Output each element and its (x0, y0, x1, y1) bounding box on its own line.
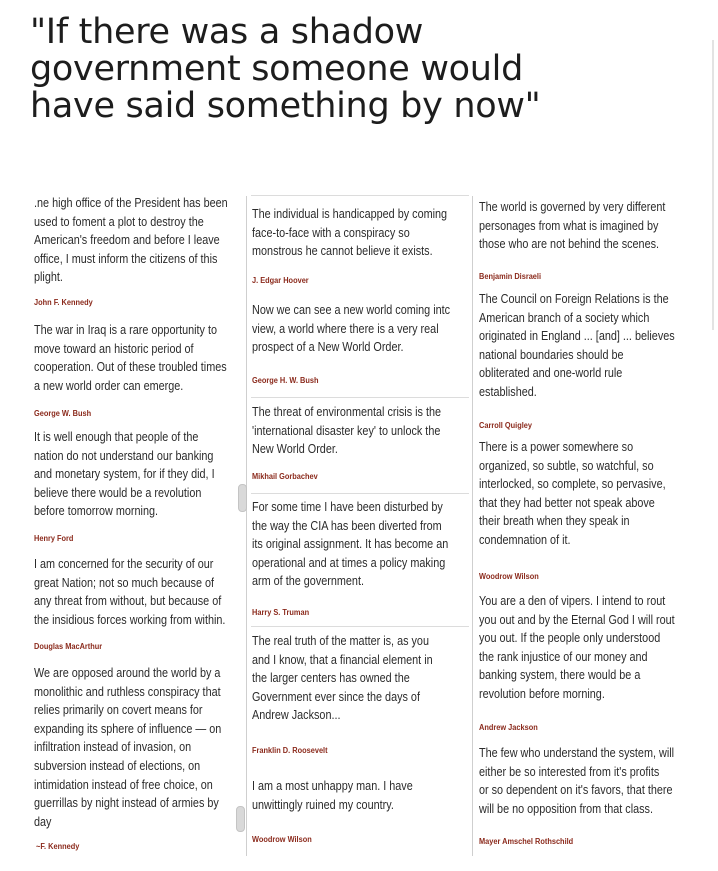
quote-author: George H. W. Bush (252, 375, 319, 385)
quote-line: office, I must inform the citizens of this (34, 251, 218, 266)
quote-text (252, 205, 447, 261)
quote-line: 'international disaster key' to unlock the (252, 423, 441, 438)
title-line: "If there was a shadow (30, 12, 424, 52)
quote-text (252, 498, 448, 591)
quote-line: before tomorrow morning. (34, 504, 159, 519)
quote-text (479, 592, 675, 704)
quote-line: organized, so subtle, so watchful, so (479, 458, 654, 473)
quote-line: established. (479, 384, 537, 399)
quote-line: intimidation instead of free choice, on (34, 777, 213, 792)
quote-line: interlocked, so complete, so pervasive, (479, 477, 666, 492)
quote-text (252, 301, 450, 357)
quote-line: move toward an historic period of (34, 341, 194, 356)
scrollbar-handle[interactable] (238, 484, 247, 512)
quote-author: Woodrow Wilson (252, 834, 312, 844)
quote-line: that they had better not speak above (479, 495, 655, 510)
quote-line: For some time I have been disturbed by (252, 500, 443, 514)
quote-line: you out and by the Eternal God I will rout (479, 612, 675, 627)
quote-line: Andrew Jackson... (252, 708, 341, 723)
quote-line: relies primarily on covert means for (34, 703, 203, 718)
quote-line: monolithic and ruthless conspiracy that (34, 684, 221, 699)
quote-line: cooperation. Out of these troubled times (34, 360, 227, 375)
quote-line: day (34, 814, 52, 829)
quote-author: Mikhail Gorbachev (252, 471, 318, 481)
quote-line: There is a power somewhere so (479, 440, 634, 454)
quote-line: either be so interested from it's profits (479, 764, 660, 779)
quote-line: You are a den of vipers. I intend to rout (479, 594, 666, 608)
quote-line: a new world order can emerge. (34, 378, 184, 393)
quote-line: revolution before morning. (479, 686, 605, 701)
quote-line: I am concerned for the security of our (34, 557, 214, 571)
quote-text (252, 403, 441, 459)
quote-line: used to foment a plot to destroy the (34, 214, 204, 229)
quote-line: the insidious forces working from within. (34, 612, 226, 627)
quote-line: personages from what is imagined by (479, 218, 659, 233)
title-line: government someone would (30, 49, 523, 89)
quote-line: banking system, there would be a (479, 668, 641, 683)
quote-line: view, a world where there is a very real (252, 321, 439, 336)
quote-author: J. Edgar Hoover (252, 275, 309, 285)
column-rule (251, 195, 469, 196)
page-title (30, 14, 700, 125)
quote-line: the rank injustice of our money and (479, 649, 648, 664)
quote-line: arm of the government. (252, 574, 364, 589)
quote-line: subversion instead of elections, on (34, 758, 201, 773)
quote-line: unwittingly ruined my country. (252, 797, 394, 812)
quote-line: The few who understand the system, will (479, 746, 675, 760)
quote-line: and monetary system, for if they did, I (34, 467, 215, 482)
quote-line: .ne high office of the President has been (34, 196, 228, 210)
quote-line: you out. If the people only understood (479, 631, 661, 646)
quote-line: the larger centers has owned the (252, 671, 410, 686)
quote-author: Douglas MacArthur (34, 641, 103, 651)
quote-line: I am a most unhappy man. I have (252, 779, 413, 793)
quote-text (34, 664, 221, 831)
column-divider (472, 196, 473, 856)
quote-author: ~F. Kennedy (36, 841, 80, 851)
column-rule (251, 493, 469, 494)
quote-line: originated in England ... [and] ... believes (479, 329, 675, 344)
column-rule (251, 397, 469, 398)
quote-text (479, 290, 675, 402)
quote-line: prospect of a New World Order. (252, 340, 404, 355)
quote-line: those who are not behind the scenes. (479, 237, 660, 252)
quote-line: operational and at times a policy making (252, 555, 446, 570)
quote-author: Franklin D. Roosevelt (252, 745, 328, 755)
quote-author: George W. Bush (34, 408, 92, 418)
scrollbar-handle[interactable] (236, 806, 245, 832)
quote-line: The war in Iraq is a rare opportunity to (34, 323, 218, 337)
quote-line: American branch of a society which (479, 310, 650, 325)
quote-text (479, 744, 674, 818)
right-edge-bar (712, 40, 714, 330)
quote-line: Government ever since the days of (252, 689, 420, 704)
quote-text (252, 632, 433, 725)
quote-author: John F. Kennedy (34, 297, 93, 307)
quote-line: guerrillas by night instead of armies by (34, 796, 219, 811)
quote-text (34, 194, 228, 287)
column-divider (246, 196, 247, 856)
quote-line: monstrous he cannot believe it exists. (252, 244, 433, 259)
quote-line: The real truth of the matter is, as you (252, 634, 429, 648)
quote-line: The Council on Foreign Relations is the (479, 292, 669, 306)
quote-line: obliterated and one-world rule (479, 366, 623, 381)
quote-text (252, 777, 413, 814)
quote-line: condemnation of it. (479, 532, 571, 547)
quote-line: great Nation; not so much because of (34, 575, 215, 590)
quote-line: New World Order. (252, 442, 338, 457)
quote-author: Mayer Amschel Rothschild (479, 836, 574, 846)
quote-line: The world is governed by very different (479, 200, 666, 214)
quote-line: nation do not understand our banking (34, 448, 214, 463)
quote-author: Andrew Jackson (479, 722, 538, 732)
quote-author: Carroll Quigley (479, 420, 532, 430)
quote-line: Now we can see a new world coming intc (252, 303, 451, 317)
quote-line: face-to-face with a conspiracy so (252, 225, 410, 240)
quote-line: plight. (34, 270, 63, 285)
quote-line: American's freedom and before I leave (34, 233, 220, 248)
quote-line: the way the CIA has been diverted from (252, 518, 442, 533)
quote-text (34, 428, 215, 521)
quote-text (34, 321, 227, 395)
quote-line: or so dependent on it's favors, that there (479, 783, 673, 798)
title-line: have said something by now" (30, 86, 541, 126)
quote-author: Woodrow Wilson (479, 571, 539, 581)
quote-author: Benjamin Disraeli (479, 271, 542, 281)
quote-line: will be no opposition from that class. (479, 801, 653, 816)
quote-line: The individual is handicapped by coming (252, 207, 448, 221)
quote-line: its original assignment. It has become an (252, 537, 449, 552)
quote-line: expanding its sphere of influence — on (34, 721, 222, 736)
quote-text (34, 555, 225, 629)
quote-text (479, 438, 666, 550)
quote-line: national boundaries should be (479, 347, 624, 362)
quote-author: Henry Ford (34, 533, 74, 543)
quote-line: and I know, that a financial element in (252, 652, 433, 667)
quote-line: believe there would be a revolution (34, 485, 202, 500)
quote-line: The threat of environmental crisis is the (252, 405, 442, 419)
quote-line: any threat from without, but because of (34, 594, 222, 609)
quote-line: We are opposed around the world by a (34, 666, 221, 680)
quote-text (479, 198, 665, 254)
quote-line: their breath when they speak in (479, 514, 630, 529)
column-rule (251, 626, 469, 627)
quote-author: Harry S. Truman (252, 607, 310, 617)
quote-line: It is well enough that people of the (34, 430, 199, 444)
quote-line: infiltration instead of invasion, on (34, 740, 192, 755)
